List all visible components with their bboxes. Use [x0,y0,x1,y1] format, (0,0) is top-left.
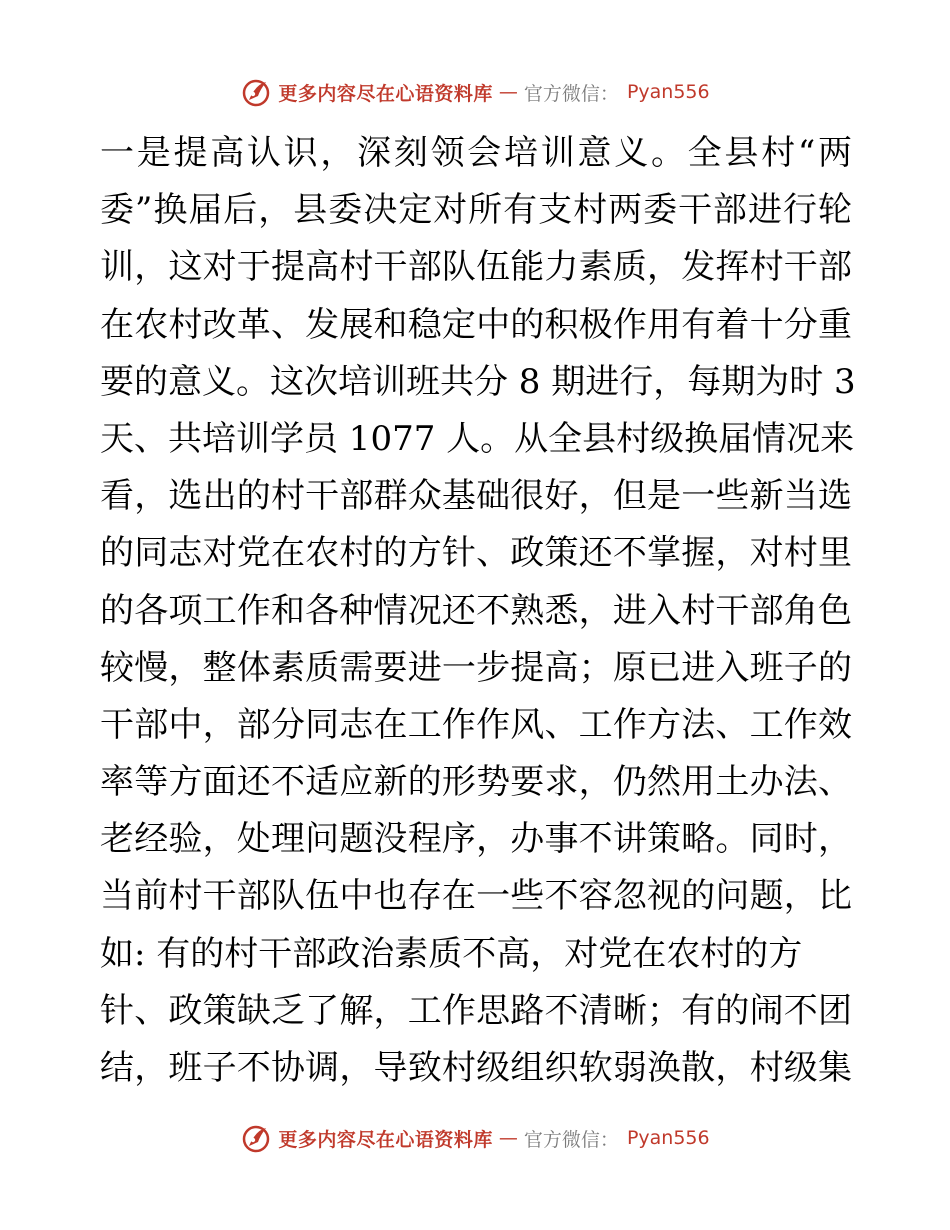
banner-dash: — [498,81,518,103]
text-line: 的各项工作和各种情况还不熟悉，进入村干部角色 [100,590,852,631]
footer-banner [0,1118,950,1158]
wechat-id: Pyan556 [626,1127,710,1149]
text-line: 看，选出的村干部群众基础很好，但是一些新当选 [100,476,852,517]
official-wechat-label: 官方微信： [523,82,619,105]
text-line: 如: 有的村干部政治素质不高，对党在农村的方 [100,933,803,974]
text-line: 训，这对于提高村干部队伍能力素质，发挥村干部 [100,247,852,288]
text-line: 当前村干部队伍中也存在一些不容忽视的问题，比 [100,876,852,917]
official-wechat-label: 官方微信： [523,1128,619,1151]
text-line: 委”换届后，县委决定对所有支村两委干部进行轮 [100,190,852,231]
text-line: 率等方面还不适应新的形势要求，仍然用土办法、 [100,762,852,803]
text-line: 针、政策缺乏了解，工作思路不清晰；有的闹不团 [100,990,852,1031]
header-banner [0,72,950,112]
document-body [100,125,856,1097]
site-name: 更多内容尽在心语资料库 [278,1128,493,1151]
banner-dash: — [498,1127,518,1149]
site-name: 更多内容尽在心语资料库 [278,82,493,105]
logo-icon [240,76,272,108]
text-line: 一是提高认识，深刻领会培训意义。全县村“两 [100,133,852,173]
text-line: 在农村改革、发展和稳定中的积极作用有着十分重 [100,304,852,345]
text-line: 要的意义。这次培训班共分 8 期进行，每期为时 3 [100,361,856,402]
text-line: 天、共培训学员 1077 人。从全县村级换届情况来 [100,418,855,459]
wechat-id: Pyan556 [626,81,710,103]
text-line: 的同志对党在农村的方针、政策还不掌握，对村里 [100,533,852,574]
text-line: 干部中，部分同志在工作作风、工作方法、工作效 [100,704,852,745]
logo-icon [240,1122,272,1154]
text-line: 较慢，整体素质需要进一步提高；原已进入班子的 [100,647,852,688]
text-line: 结，班子不协调，导致村级组织软弱涣散，村级集 [100,1048,852,1088]
text-line: 老经验，处理问题没程序，办事不讲策略。同时， [100,819,852,860]
